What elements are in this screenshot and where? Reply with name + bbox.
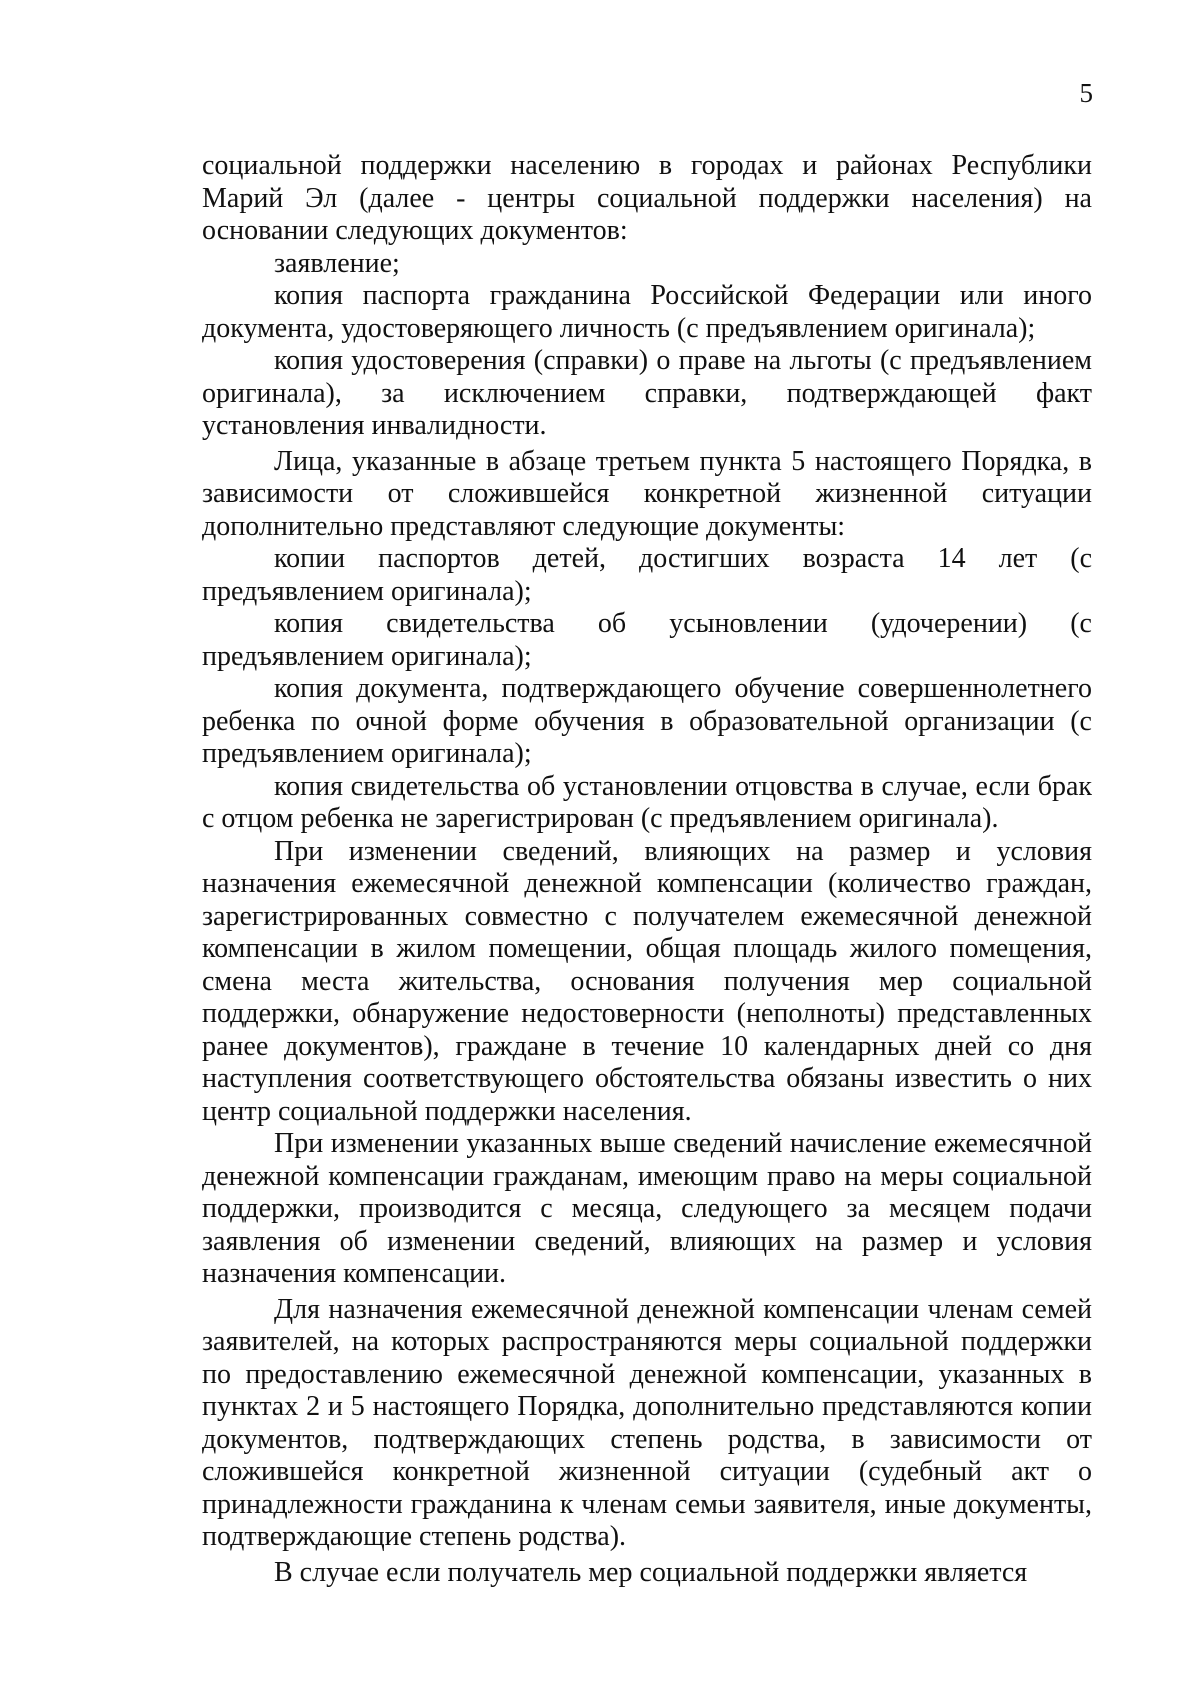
page-number: 5 — [1079, 78, 1093, 108]
paragraph: социальной поддержки населению в городах и районах Республики Марий Эл (далее - центры социальной поддержки населения) на основании следующих документов: — [202, 150, 1092, 246]
paragraph: заявление; — [274, 247, 400, 279]
document-body — [202, 150, 1092, 1589]
paragraph: Для назначения ежемесячной денежной компенсации членам семей заявителей, на которых распространяются меры социальной поддержки по предоставлению ежемесячной денежной компенсации, указанных в пунктах 2 и 5 настоящего Порядка, дополнительно представляются копии документов, подтверждающих степень родства, в зависимости от сложившейся конкретной жизненной ситуации (судебный акт о принадлежности гражданина к членам семьи заявителя, иные документы, подтверждающие степень родства). — [202, 1293, 1092, 1552]
paragraph: копия паспорта гражданина Российской Федерации или иного документа, удостоверяющего личность (с предъявлением оригинала); — [202, 280, 1092, 344]
paragraph: При изменении указанных выше сведений начисление ежемесячной денежной компенсации гражданам, имеющим право на меры социальной поддержки, производится с месяца, следующего за месяцем подачи заявления об изменении сведений, влияющих на размер и условия назначения компенсации. — [202, 1128, 1092, 1289]
paragraph: Лица, указанные в абзаце третьем пункта 5 настоящего Порядка, в зависимости от сложившейся конкретной жизненной ситуации дополнительно представляют следующие документы: — [202, 445, 1092, 542]
paragraph: копия свидетельства об усыновлении (удочерении) (с предъявлением оригинала); — [202, 608, 1092, 672]
paragraph: копия документа, подтверждающего обучение совершеннолетнего ребенка по очной форме обучения в образовательной организации (с предъявлением оригинала); — [202, 673, 1092, 769]
paragraph: При изменении сведений, влияющих на размер и условия назначения ежемесячной денежной компенсации (количество граждан, зарегистрированных совместно с получателем ежемесячной денежной компенсации в жилом помещении, общая площадь жилого помещения, смена места жительства, основания получения мер социальной поддержки, обнаружение недостоверности (неполноты) представленных ранее документов), граждане в течение 10 календарных дней со дня наступления соответствующего обстоятельства обязаны известить о них центр социальной поддержки населения. — [202, 835, 1092, 1127]
paragraph: копия удостоверения (справки) о праве на льготы (с предъявлением оригинала), за исключением справки, подтверждающей факт установления инвалидности. — [202, 345, 1092, 441]
paragraph: В случае если получатель мер социальной поддержки является — [274, 1556, 1028, 1588]
paragraph: копия свидетельства об установлении отцовства в случае, если брак с отцом ребенка не зарегистрирован (с предъявлением оригинала). — [202, 770, 1092, 834]
paragraph: копии паспортов детей, достигших возраста 14 лет (с предъявлением оригинала); — [202, 543, 1092, 607]
